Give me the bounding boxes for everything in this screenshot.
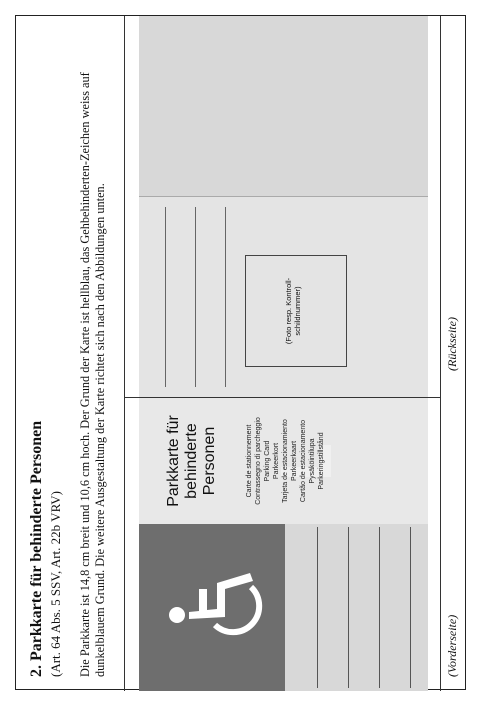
back-caption: (Rückseite) (445, 317, 459, 371)
legal-reference: (Art. 64 Abs. 5 SSV, Art. 22b VRV) (48, 491, 63, 677)
lang-item: Carte de stationnement (246, 424, 253, 498)
owner-line-2 (195, 207, 196, 387)
card-front (125, 398, 440, 691)
owner-line-1 (165, 207, 166, 387)
card-title-line1: Parkkarte für (165, 415, 182, 507)
card-title-line2: behinderte Personen (183, 423, 218, 499)
front-caption: (Vorderseite) (445, 614, 459, 677)
photo-box (245, 255, 347, 367)
rotated-content (16, 16, 467, 691)
document-frame (15, 15, 466, 690)
lang-item: Cartão de estacionamento (300, 419, 307, 503)
lang-item: Pysäköintilupa (309, 438, 316, 484)
lang-item: Parkeerkort (273, 442, 280, 480)
lang-item: Tarjeta de estacionamiento (282, 419, 289, 503)
wheelchair-symbol-box (139, 524, 285, 691)
description-paragraph: Die Parkkarte ist 14,8 cm breit und 10,6 cm hoch. Der Grund der Karte ist hellblau, das Gehbehinderten-Zeichen weiss auf dunkelblauem Grund. Die weitere Ausgestaltung der Karte richtet sich nach den Abbildungen unten. (78, 72, 107, 677)
owner-line-3 (225, 207, 226, 387)
card-title (165, 401, 219, 521)
card-language-list (245, 401, 326, 521)
front-field-4 (380, 527, 411, 688)
lang-item: Contrassegno di parcheggio (255, 417, 262, 505)
card-illustrations (124, 16, 441, 691)
captions (439, 16, 467, 691)
card-divider (125, 397, 440, 398)
lang-item: Parkeerkaart (291, 440, 298, 482)
front-field-3 (349, 527, 380, 688)
lang-item: Parkeringstillstånd (318, 432, 325, 490)
card-back (125, 16, 440, 397)
lang-item: Parking Card (264, 440, 271, 482)
photo-label: (Foto resp. Kontroll-schildnummer) (284, 277, 302, 345)
back-panel-divider (139, 196, 428, 197)
wheelchair-icon (167, 567, 265, 647)
front-fields (287, 527, 411, 688)
front-field-1 (287, 527, 318, 688)
front-field-2 (318, 527, 349, 688)
section-heading: 2. Parkkarte für behinderte Personen (28, 420, 45, 677)
